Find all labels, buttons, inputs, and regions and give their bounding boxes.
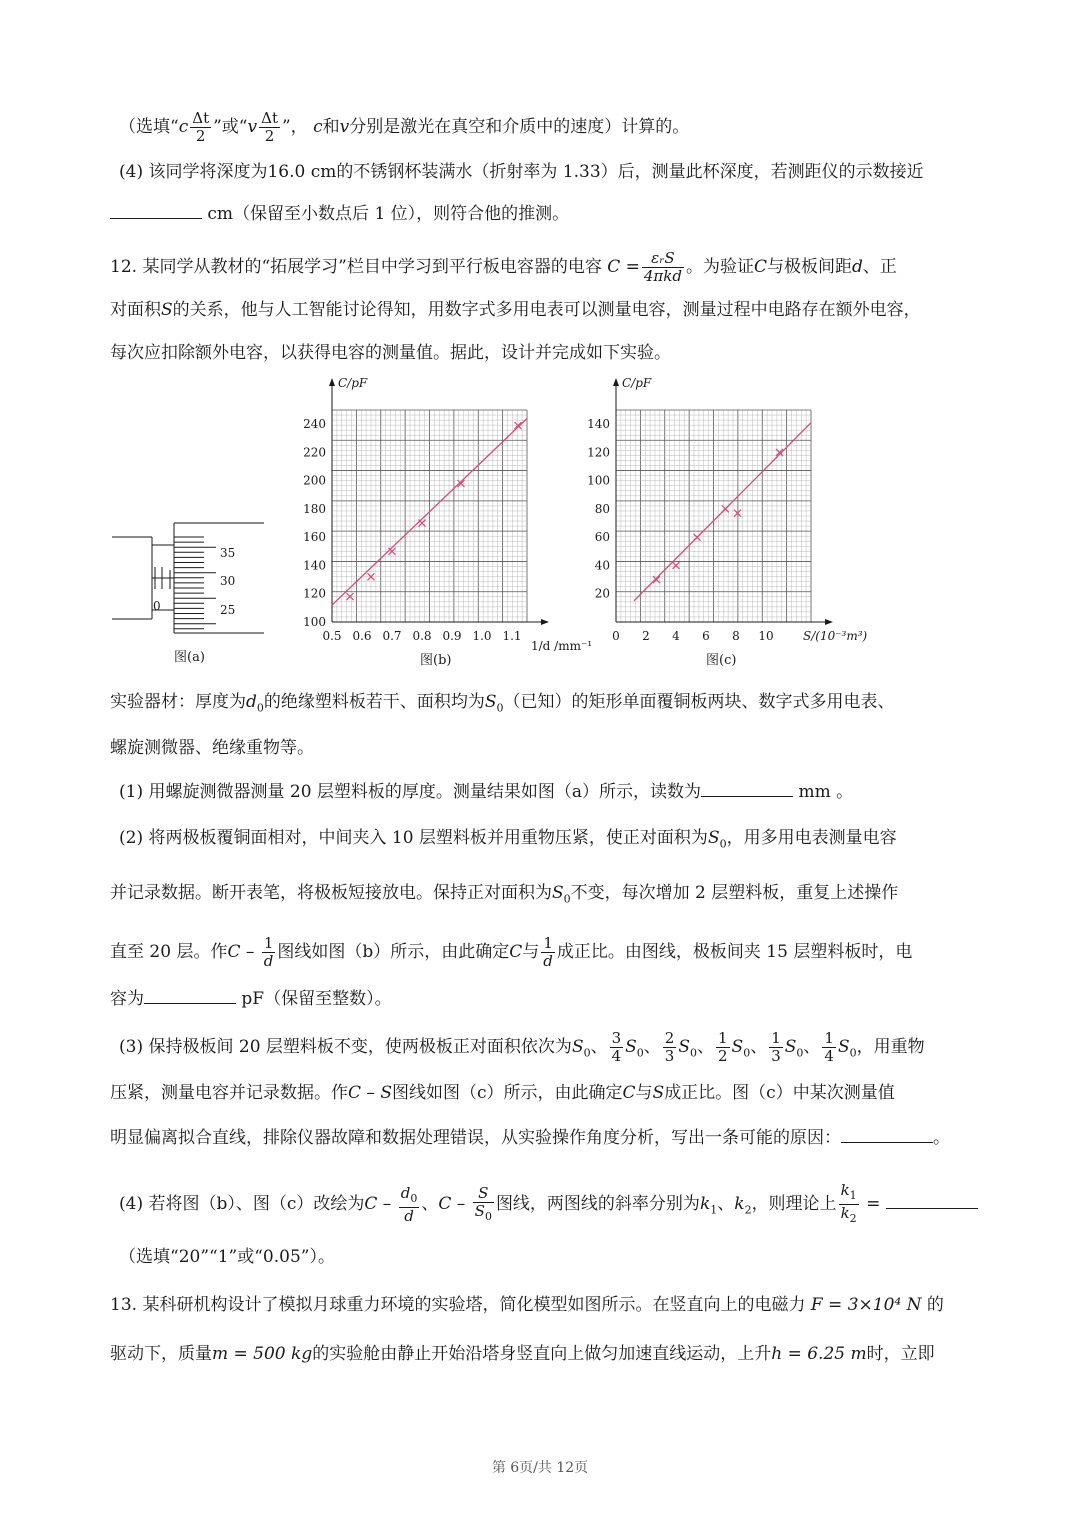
q12-part2-line2: 并记录数据。断开表笔，将极板短接放电。保持正对面积为$S_0$不变，每次增加 2 层塑料板，重复上述操作 xyxy=(110,883,899,906)
q12-part2-line4: 容为 pF（保留至整数）。 xyxy=(110,985,392,1011)
micrometer-zero-label: 0 xyxy=(153,599,161,613)
q13-line2: 驱动下，质量m = 500 kg的实验舱由静止开始沿塔身竖直向上做匀加速直线运动，上升h = 6.25 m时，立即 xyxy=(110,1344,935,1364)
y-tick-label: 180 xyxy=(303,501,326,516)
figure-c-chart xyxy=(574,372,868,672)
y-tick-label: 200 xyxy=(303,473,326,488)
q12-materials-cont: 螺旋测微器、绝缘重物等。 xyxy=(110,738,314,758)
x-axis-arrow xyxy=(825,619,833,625)
y-tick-label: 60 xyxy=(594,530,610,545)
q11-part4-cont: cm（保留至小数点后 1 位），则符合他的推测。 xyxy=(110,200,569,226)
q12-materials: 实验器材：厚度为$d_0$的绝缘塑料板若干、面积均为$S_0$（已知）的矩形单面覆铜板两块、数字式多用电表、 xyxy=(110,692,895,715)
x-tick-label: 6 xyxy=(702,629,710,643)
y-axis-arrow xyxy=(329,378,335,386)
answer-blank[interactable] xyxy=(701,778,793,797)
q12-part4-line2: （选填“20”“1”或“0.05”）。 xyxy=(119,1247,335,1267)
data-point xyxy=(653,576,660,583)
q12-part3-line3: 明显偏离拟合直线，排除仪器故障和数据处理错误，从实验操作角度分析，写出一条可能的原因： 。 xyxy=(110,1124,950,1150)
y-tick-label: 220 xyxy=(303,445,326,460)
y-tick-label: 240 xyxy=(303,417,326,432)
q12-intro: 12. 某同学从教材的“拓展学习”栏目中学习到平行板电容器的电容 C = $\frac{\text{εᵣS}}{\text{4πkd}}$ 。为验证C与极板间距d、正 xyxy=(110,249,897,285)
y-tick-label: 80 xyxy=(594,501,610,516)
data-point xyxy=(673,562,680,569)
page-footer: 第 6页/共 12页 xyxy=(491,1460,589,1476)
q12-part1: (1) 用螺旋测微器测量 20 层塑料板的厚度。测量结果如图（a）所示，读数为 mm 。 xyxy=(119,778,853,804)
figure-c-caption: 图(c) xyxy=(706,653,737,668)
data-point xyxy=(694,534,701,541)
y-tick-label: 40 xyxy=(594,558,610,573)
figure-a-caption: 图(a) xyxy=(174,650,205,665)
y-axis-label: C/pF xyxy=(338,376,368,390)
q13-line1: 13. 某科研机构设计了模拟月球重力环境的实验塔，简化模型如图所示。在竖直向上的电磁力 F = 3×10⁴ N 的 xyxy=(110,1295,944,1315)
x-tick-label: 0 xyxy=(612,629,620,643)
q12-part2: (2) 将两极板覆铜面相对，中间夹入 10 层塑料板并用重物压紧，使正对面积为$S_0$，用多用电表测量电容 xyxy=(119,828,897,851)
x-axis-label: S/(10⁻³m³) xyxy=(803,629,868,643)
x-tick-label: 2 xyxy=(642,629,650,643)
x-axis-arrow xyxy=(541,619,549,625)
micrometer-tick-30: 30 xyxy=(220,574,236,588)
q12-line3: 每次应扣除额外电容，以获得电容的测量值。据此，设计并完成如下实验。 xyxy=(110,343,671,363)
y-tick-label: 100 xyxy=(303,615,326,629)
q12-part3: (3) 保持极板间 20 层塑料板不变，使两极板正对面积依次为$S_0$、 $\frac{3}{4}$ $S_0$、 $\frac{2}{3}$ $S_0$、 $\frac{1}{2}$ $S_0$、 $\frac{1}{3}$ $S_0$、 $\frac{1}{4}$ $S_0$，用重物 xyxy=(119,1029,925,1065)
micrometer-tick-25: 25 xyxy=(220,603,236,617)
y-axis-label: C/pF xyxy=(622,376,652,390)
q11-line1: （选填“c $\frac{\Delta t}{2}$ ”或“v $\frac{\Delta t}{2}$ ”， c和v分别是激光在真空和介质中的速度）计算的。 xyxy=(119,109,690,145)
x-tick-label: 1.0 xyxy=(472,629,492,643)
x-tick-label: 0.8 xyxy=(412,629,432,643)
x-tick-label: 10 xyxy=(758,629,774,643)
y-tick-label: 120 xyxy=(303,586,326,601)
micrometer-tick-35: 35 xyxy=(220,546,236,560)
answer-blank[interactable] xyxy=(110,200,202,219)
answer-blank[interactable] xyxy=(841,1124,933,1143)
y-tick-label: 160 xyxy=(303,530,326,545)
x-tick-label: 0.9 xyxy=(442,629,462,643)
figure-a-micrometer xyxy=(108,515,268,675)
y-tick-label: 140 xyxy=(587,417,610,432)
x-axis-label: 1/d /mm⁻¹ xyxy=(531,639,593,653)
y-tick-label: 20 xyxy=(594,586,610,601)
figure-b-chart xyxy=(290,372,593,672)
y-tick-label: 100 xyxy=(587,473,610,488)
q12-part2-line3: 直至 20 层。作C – $\frac{1}{d}$ 图线如图（b）所示，由此确定C与 $\frac{1}{d}$ 成正比。由图线，极板间夹 15 层塑料板时，电 xyxy=(110,934,913,970)
x-tick-label: 1.1 xyxy=(502,629,522,643)
figure-b-caption: 图(b) xyxy=(420,653,452,668)
x-tick-label: 0.6 xyxy=(352,629,372,643)
x-tick-label: 8 xyxy=(732,629,740,643)
x-tick-label: 0.7 xyxy=(382,629,402,643)
answer-blank[interactable] xyxy=(886,1190,978,1209)
q12-part3-line2: 压紧，测量电容并记录数据。作C – S图线如图（c）所示，由此确定C与S成正比。图（c）中某次测量值 xyxy=(110,1083,895,1103)
y-tick-label: 120 xyxy=(587,445,610,460)
answer-blank[interactable] xyxy=(144,985,236,1004)
y-axis-arrow xyxy=(613,378,619,386)
q12-part4: (4) 若将图（b）、图（c）改绘为C – $\frac{d_0}{d}$ 、C – $\frac{S}{S_0}$ 图线，两图线的斜率分别为$k_1$、$k_2$，则理论上 $\frac{k_1}{k_2}$ = xyxy=(119,1182,978,1227)
q11-part4: (4) 该同学将深度为16.0 cm的不锈钢杯装满水（折射率为 1.33）后，测量此杯深度，若测距仪的示数接近 xyxy=(119,162,924,182)
q12-line2: 对面积S的关系，他与人工智能讨论得知，用数字式多用电表可以测量电容，测量过程中电路存在额外电容， xyxy=(110,300,921,320)
data-point xyxy=(347,593,354,600)
x-tick-label: 0.5 xyxy=(322,629,342,643)
x-tick-label: 4 xyxy=(672,629,680,643)
y-tick-label: 140 xyxy=(303,558,326,573)
